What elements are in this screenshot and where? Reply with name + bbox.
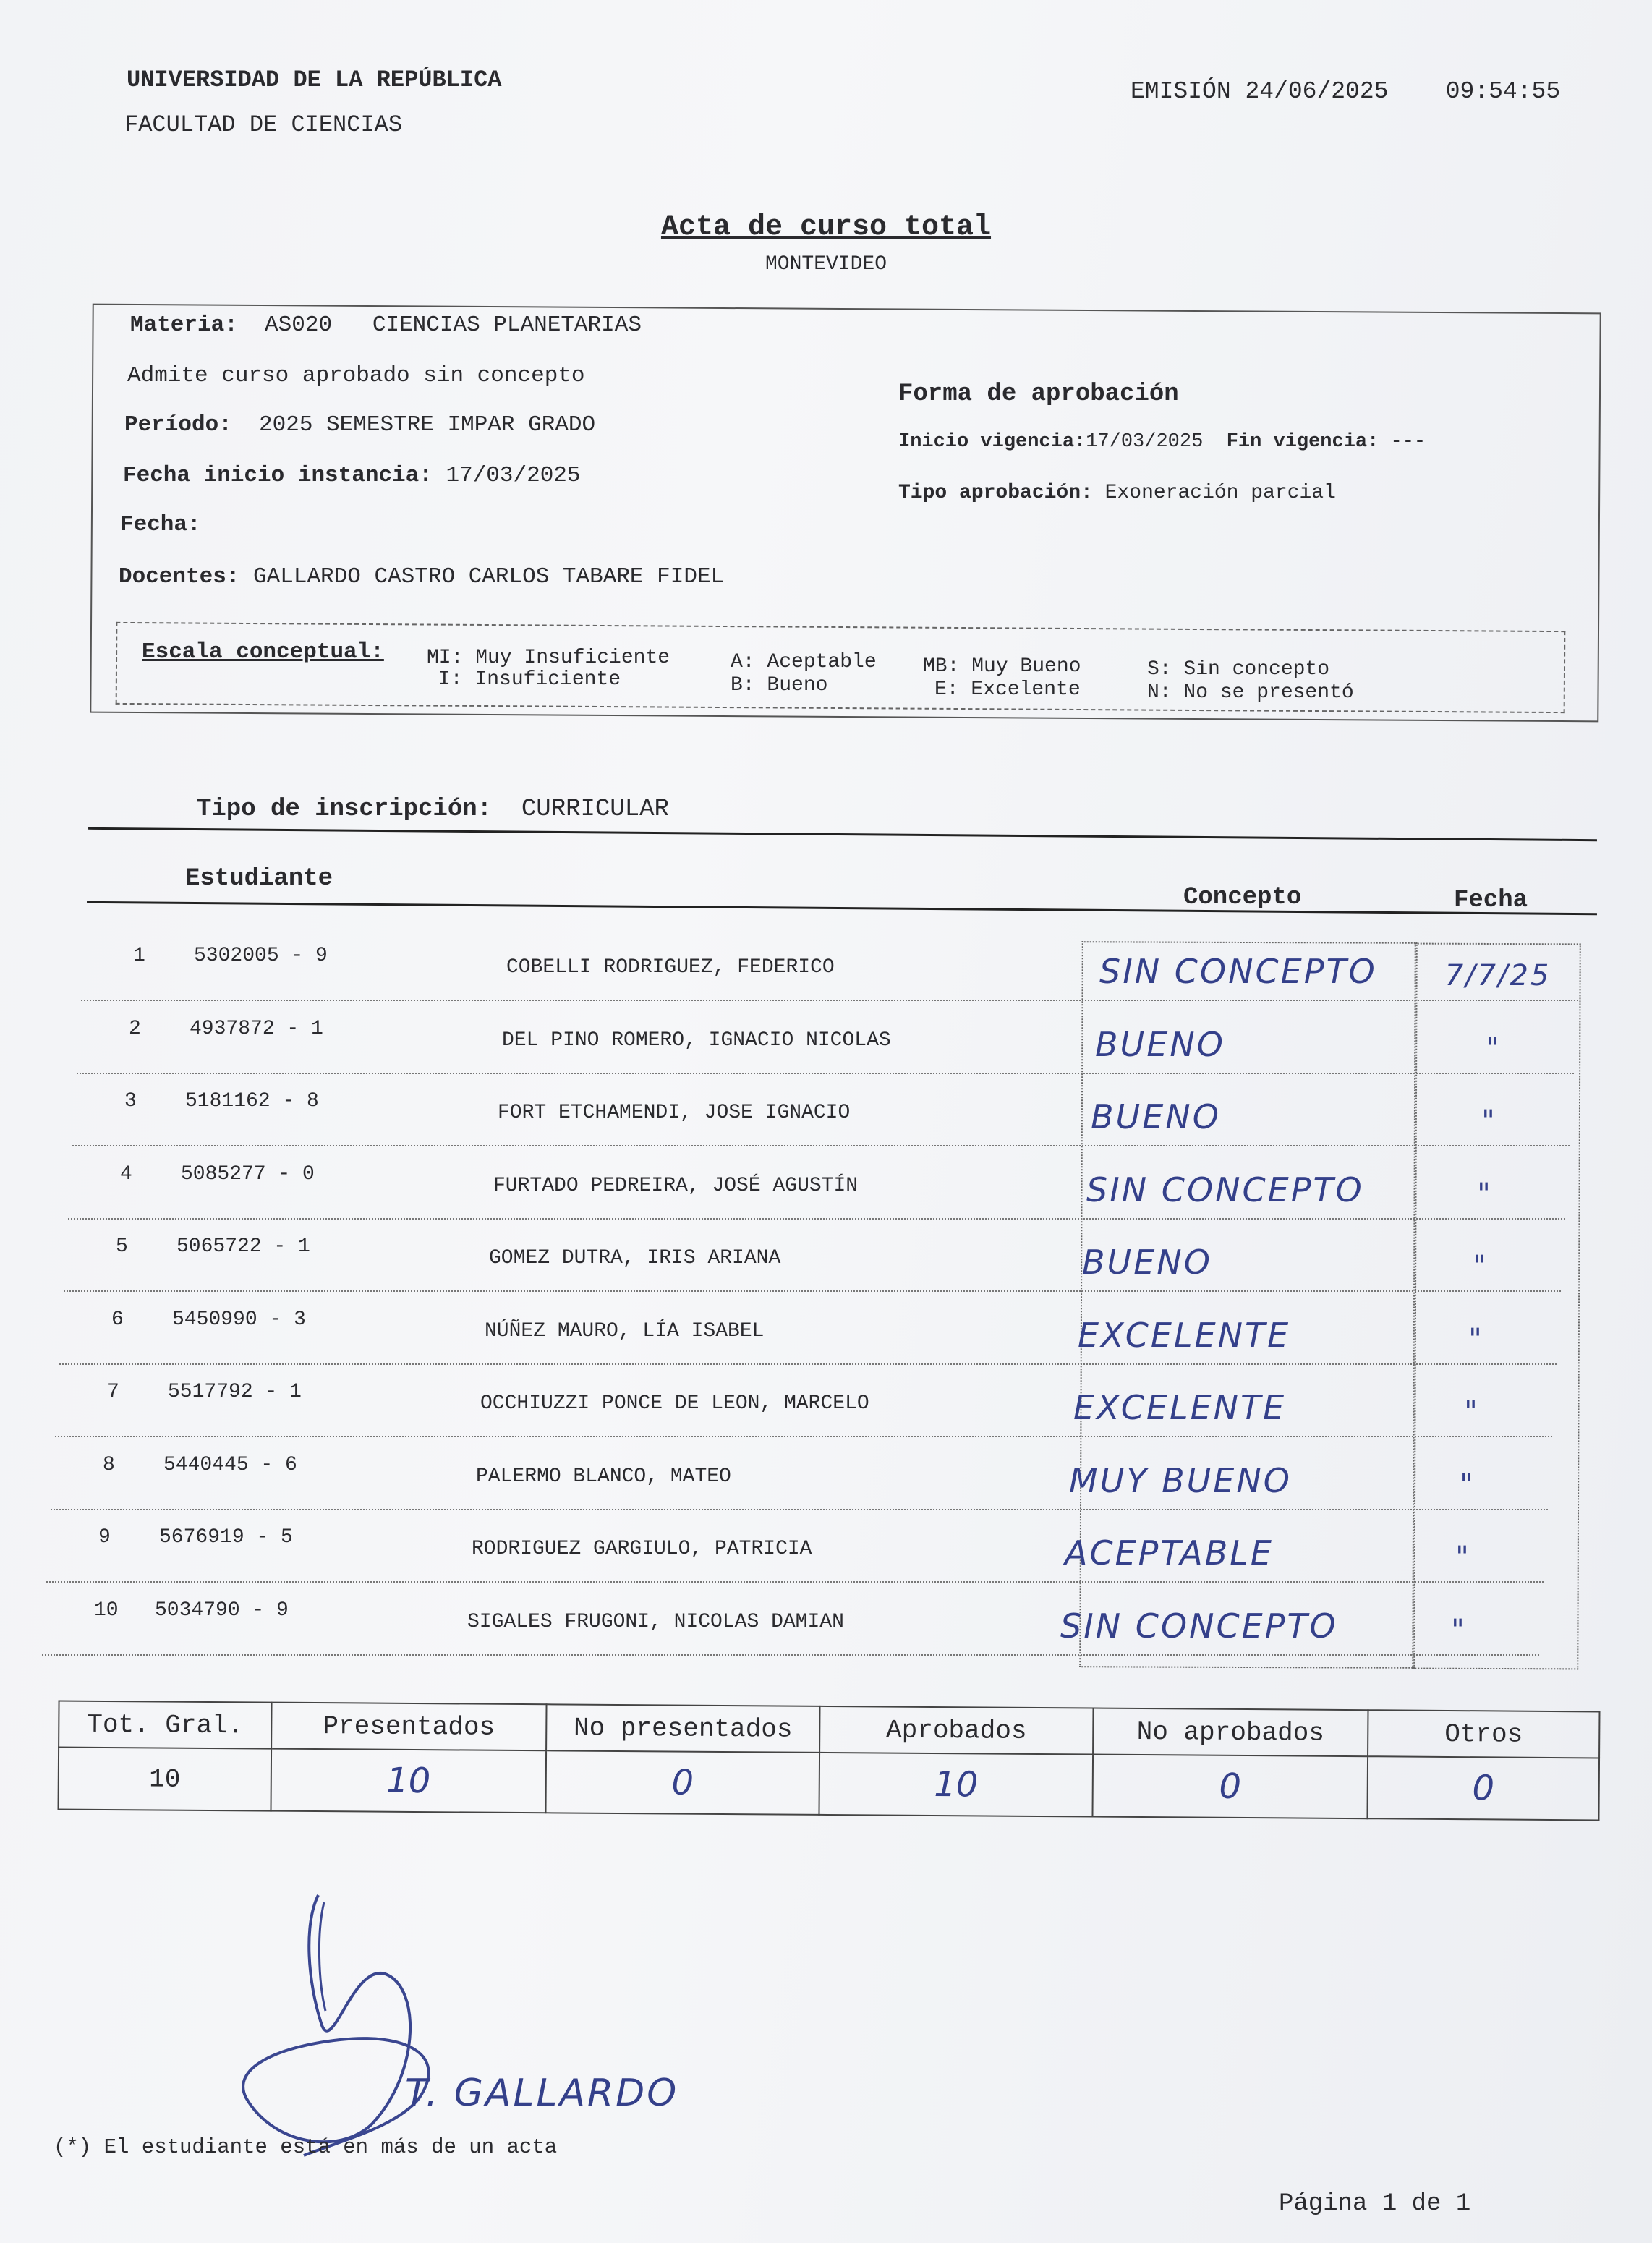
- inscripcion-line: [197, 796, 669, 823]
- emission-date: 24/06/2025: [1245, 78, 1389, 105]
- concepto-value: BUENO: [1095, 1024, 1225, 1064]
- student-id: 5302005 - 9: [194, 945, 328, 967]
- concepto-value: SIN CONCEPTO: [1086, 1170, 1364, 1209]
- totals-header: No aprobados: [1093, 1708, 1368, 1757]
- docentes-line: [119, 564, 724, 590]
- row-number: 5: [116, 1235, 128, 1258]
- divider: [87, 901, 1597, 915]
- row-divider: [59, 1363, 1557, 1365]
- concepto-value: BUENO: [1091, 1097, 1221, 1136]
- tipo-aprobacion-label: Tipo aprobación:: [898, 482, 1093, 504]
- materia-name: CIENCIAS PLANETARIAS: [372, 312, 642, 338]
- student-name: COBELLI RODRIGUEZ, FEDERICO: [506, 956, 835, 979]
- docentes-value: GALLARDO CASTRO CARLOS TABARE FIDEL: [253, 564, 725, 590]
- fecha-inicio-value: 17/03/2025: [446, 463, 581, 488]
- tipo-aprobacion-value: Exoneración parcial: [1104, 482, 1336, 504]
- tipo-aprobacion-line: [898, 482, 1336, 504]
- emission-label: EMISIÓN: [1131, 78, 1231, 105]
- row-divider: [46, 1581, 1544, 1583]
- faculty-name: FACULTAD DE CIENCIAS: [124, 111, 403, 138]
- concepto-value: EXCELENTE: [1078, 1315, 1291, 1355]
- row-number: 6: [111, 1308, 124, 1331]
- totals-value: 0: [545, 1751, 819, 1815]
- fecha-value: ": [1473, 1250, 1489, 1283]
- vigencia-line: [898, 431, 1426, 453]
- student-name: FORT ETCHAMENDI, JOSE IGNACIO: [498, 1102, 851, 1124]
- docentes-label: Docentes:: [119, 564, 240, 590]
- student-id: 5181162 - 8: [185, 1090, 319, 1112]
- concepto-value: SIN CONCEPTO: [1099, 952, 1377, 991]
- header-estudiante: Estudiante: [185, 865, 333, 893]
- concepto-value: BUENO: [1082, 1243, 1212, 1282]
- fecha-value: ": [1486, 1031, 1502, 1065]
- periodo-label: Período:: [124, 412, 232, 438]
- header-concepto: Concepto: [1183, 884, 1302, 911]
- row-divider: [42, 1654, 1539, 1656]
- totals-value: 10: [59, 1748, 272, 1811]
- student-id: 5085277 - 0: [181, 1162, 315, 1186]
- materia-line: [130, 312, 642, 338]
- row-divider: [64, 1290, 1561, 1292]
- fecha-value: ": [1481, 1105, 1497, 1138]
- concepto-value: ACEPTABLE: [1065, 1533, 1274, 1572]
- periodo-line: [124, 412, 595, 438]
- escala-label: Escala conceptual:: [142, 639, 384, 665]
- escala-item: A: Aceptable: [731, 651, 877, 673]
- row-divider: [77, 1073, 1574, 1074]
- fecha-label: Fecha:: [120, 512, 201, 537]
- fecha-value: ": [1468, 1322, 1484, 1356]
- student-name: RODRIGUEZ GARGIULO, PATRICIA: [472, 1538, 812, 1560]
- row-number: 2: [129, 1017, 141, 1040]
- escala-item: B: Bueno: [731, 674, 828, 697]
- student-id: 5676919 - 5: [159, 1526, 293, 1549]
- student-name: PALERMO BLANCO, MATEO: [476, 1465, 731, 1488]
- totals-header: Otros: [1368, 1710, 1599, 1758]
- row-divider: [55, 1436, 1552, 1437]
- materia-label: Materia:: [130, 312, 238, 338]
- student-name: FURTADO PEDREIRA, JOSÉ AGUSTÍN: [493, 1174, 859, 1197]
- materia-code: AS020: [265, 312, 333, 338]
- totals-header: Tot. Gral.: [59, 1701, 271, 1749]
- footnote: (*) El estudiante está en más de un acta: [54, 2135, 558, 2159]
- page-number: Página 1 de 1: [1279, 2190, 1471, 2218]
- concepto-value: MUY BUENO: [1069, 1460, 1292, 1500]
- student-id: 5450990 - 3: [172, 1308, 306, 1331]
- row-divider: [51, 1509, 1548, 1510]
- document-title: Acta de curso total: [660, 211, 992, 244]
- fecha-value: ": [1455, 1541, 1471, 1574]
- signature-name: T. GALLARDO: [405, 2072, 679, 2115]
- row-number: 8: [103, 1453, 115, 1476]
- fin-vigencia-value: ---: [1390, 431, 1426, 453]
- student-id: 5517792 - 1: [168, 1381, 302, 1403]
- student-name: OCCHIUZZI PONCE DE LEON, MARCELO: [480, 1392, 869, 1415]
- fecha-value: ": [1451, 1613, 1467, 1647]
- row-number: 4: [120, 1162, 132, 1186]
- fecha-inicio-label: Fecha inicio instancia:: [123, 463, 433, 488]
- fecha-value: 7/7/25: [1444, 959, 1551, 992]
- concepto-value: SIN CONCEPTO: [1060, 1606, 1338, 1646]
- escala-item: E: Excelente: [934, 678, 1081, 701]
- escala-item: I: Insuficiente: [438, 668, 621, 691]
- emission-info: [1131, 78, 1560, 105]
- row-divider: [72, 1145, 1570, 1146]
- fecha-value: ": [1477, 1177, 1493, 1211]
- concepto-value: EXCELENTE: [1073, 1388, 1287, 1427]
- row-number: 7: [107, 1381, 119, 1403]
- totals-value: 0: [1367, 1756, 1599, 1820]
- periodo-value: 2025 SEMESTRE IMPAR GRADO: [259, 412, 596, 438]
- totals-value: 10: [271, 1749, 546, 1813]
- escala-item: MI: Muy Insuficiente: [427, 647, 670, 669]
- admite-text: Admite curso aprobado sin concepto: [127, 363, 585, 388]
- totals-value: 0: [1092, 1755, 1368, 1818]
- forma-aprobacion-title: Forma de aprobación: [898, 380, 1179, 408]
- fecha-value: ": [1460, 1468, 1476, 1502]
- row-divider: [81, 1000, 1578, 1001]
- student-name: NÚÑEZ MAURO, LÍA ISABEL: [485, 1319, 765, 1342]
- student-name: SIGALES FRUGONI, NICOLAS DAMIAN: [467, 1610, 844, 1633]
- inicio-vigencia-value: 17/03/2025: [1086, 431, 1204, 453]
- student-id: 5034790 - 9: [155, 1599, 289, 1622]
- city: MONTEVIDEO: [765, 253, 887, 276]
- row-divider: [68, 1218, 1565, 1220]
- row-number: 3: [124, 1090, 137, 1112]
- student-id: 5440445 - 6: [163, 1453, 297, 1476]
- student-name: DEL PINO ROMERO, IGNACIO NICOLAS: [502, 1029, 891, 1052]
- totals-header: No presentados: [546, 1704, 819, 1753]
- inscripcion-value: CURRICULAR: [521, 796, 669, 823]
- totals-header: Presentados: [271, 1703, 546, 1751]
- row-number: 9: [98, 1526, 111, 1549]
- university-name: UNIVERSIDAD DE LA REPÚBLICA: [127, 67, 502, 93]
- signature-icon: [231, 1881, 665, 2170]
- inicio-vigencia-label: Inicio vigencia:: [898, 431, 1086, 453]
- escala-item: S: Sin concepto: [1147, 658, 1330, 681]
- fecha-inicio-line: [123, 463, 581, 488]
- student-id: 5065722 - 1: [176, 1235, 310, 1258]
- inscripcion-label: Tipo de inscripción:: [197, 796, 493, 823]
- student-name: GOMEZ DUTRA, IRIS ARIANA: [489, 1247, 781, 1269]
- totals-header: Aprobados: [819, 1706, 1093, 1755]
- divider: [88, 827, 1597, 841]
- fecha-value: ": [1464, 1395, 1480, 1429]
- totals-table: [57, 1701, 1600, 1821]
- escala-item: MB: Muy Bueno: [923, 655, 1081, 678]
- fin-vigencia-label: Fin vigencia:: [1226, 431, 1379, 453]
- escala-item: N: No se presentó: [1147, 681, 1354, 704]
- header-fecha: Fecha: [1454, 887, 1528, 914]
- emission-time: 09:54:55: [1445, 78, 1561, 105]
- student-id: 4937872 - 1: [190, 1017, 323, 1040]
- row-number: 10: [94, 1599, 119, 1622]
- totals-value: 10: [819, 1753, 1093, 1816]
- row-number: 1: [133, 945, 145, 967]
